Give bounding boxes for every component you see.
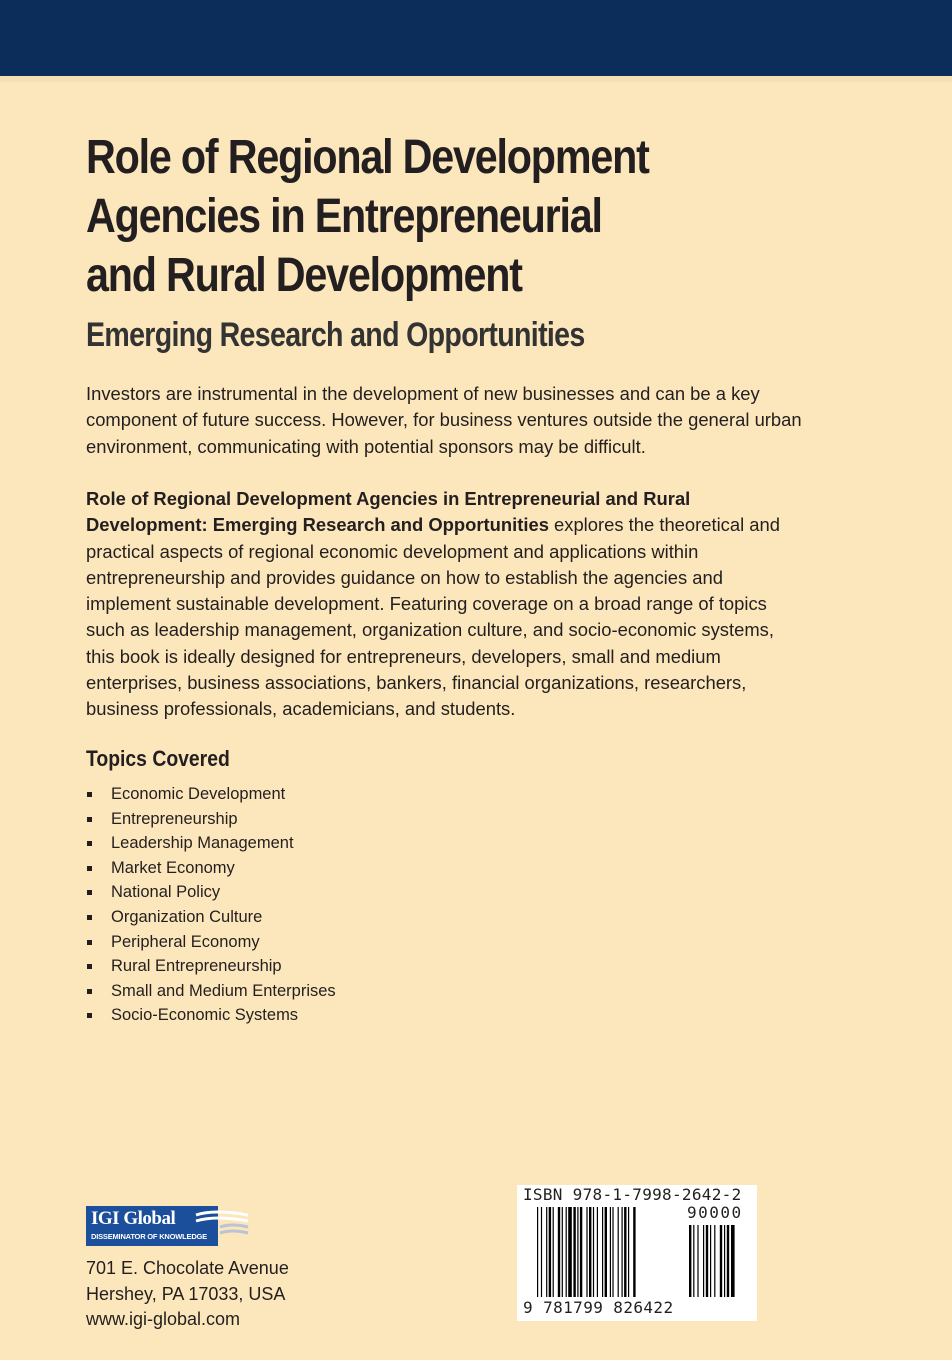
address-line: 701 E. Chocolate Avenue bbox=[86, 1258, 289, 1278]
igi-global-logo bbox=[86, 1206, 250, 1246]
barcode-bar bbox=[597, 1207, 598, 1297]
bullet-icon bbox=[87, 964, 92, 969]
bullet-icon bbox=[87, 1013, 92, 1018]
barcode-bar bbox=[612, 1207, 613, 1297]
logo-stripes-icon bbox=[194, 1210, 250, 1240]
topic-label: National Policy bbox=[111, 883, 221, 902]
topic-label: Small and Medium Enterprises bbox=[111, 981, 336, 1000]
barcode-bar bbox=[537, 1207, 538, 1297]
addon-bar bbox=[710, 1225, 711, 1297]
addon-bar bbox=[720, 1225, 722, 1297]
topic-item bbox=[86, 856, 336, 881]
topic-item bbox=[86, 880, 336, 905]
topic-label: Socio-Economic Systems bbox=[111, 1006, 299, 1025]
barcode-bar bbox=[618, 1207, 619, 1297]
addon-bar bbox=[714, 1225, 715, 1297]
topic-item bbox=[86, 979, 336, 1004]
topic-label: Entrepreneurship bbox=[111, 809, 238, 828]
barcode-bar bbox=[622, 1207, 623, 1297]
barcode-bar bbox=[580, 1207, 582, 1297]
logo-name: IGI Global bbox=[91, 1208, 176, 1229]
publisher-address bbox=[86, 1256, 289, 1333]
book-title bbox=[86, 128, 705, 305]
topic-item bbox=[86, 954, 336, 979]
barcode-bar bbox=[605, 1207, 607, 1297]
barcode-bar bbox=[633, 1207, 635, 1297]
address-line: Hershey, PA 17033, USA bbox=[86, 1283, 286, 1304]
addon-bar bbox=[731, 1225, 735, 1297]
topic-item bbox=[86, 807, 336, 832]
barcode-bar bbox=[593, 1207, 594, 1297]
bullet-icon bbox=[87, 817, 92, 822]
top-color-band bbox=[0, 0, 952, 76]
description-body: explores the theoretical and practical aspects of regional economic development and applications within entrepreneurship and provides guidance on how to establish the agencies and implement sustainable development. Featuring coverage on a broad range of topics such as leadership management, organization culture, and socio-economic systems, this book is ideally designed for entrepreneurs, developers, small and medium enterprises, business associations, bankers, financial organizations, researchers, business professionals, academicians, and students. bbox=[86, 514, 780, 720]
description-title-bold: Role of Regional Development Agencies in Entrepreneurial and Rural Development: Emerging Research and Opportunities bbox=[86, 488, 691, 536]
addon-bar bbox=[697, 1225, 698, 1297]
barcode-bar bbox=[568, 1207, 572, 1297]
top-band-divider bbox=[0, 76, 952, 82]
addon-bar bbox=[706, 1225, 708, 1297]
barcode-bar bbox=[558, 1207, 560, 1297]
topics-heading: Topics Covered bbox=[86, 746, 230, 771]
addon-bar bbox=[693, 1225, 694, 1297]
barcode-bar bbox=[573, 1207, 575, 1297]
bullet-icon bbox=[87, 792, 92, 797]
barcode-bar bbox=[577, 1207, 578, 1297]
isbn-barcode bbox=[517, 1185, 757, 1321]
barcode-bar bbox=[624, 1207, 626, 1297]
barcode-bar bbox=[566, 1207, 567, 1297]
addon-bar bbox=[724, 1225, 725, 1297]
bullet-icon bbox=[87, 940, 92, 945]
topic-label: Leadership Management bbox=[111, 834, 294, 853]
bullet-icon bbox=[87, 841, 92, 846]
book-subtitle: Emerging Research and Opportunities bbox=[86, 316, 585, 354]
barcode-bar bbox=[628, 1207, 629, 1297]
bullet-icon bbox=[87, 890, 92, 895]
topic-item bbox=[86, 905, 336, 930]
topics-list bbox=[86, 782, 336, 1028]
topic-label: Economic Development bbox=[111, 785, 286, 803]
topic-item bbox=[86, 1003, 336, 1028]
topic-item bbox=[86, 782, 336, 807]
book-title-line: Agencies in Entrepreneurial bbox=[86, 190, 602, 243]
addon-bar bbox=[727, 1225, 729, 1297]
bullet-icon bbox=[87, 915, 92, 920]
book-title-line: Role of Regional Development bbox=[86, 131, 649, 184]
topic-item bbox=[86, 930, 336, 955]
topic-label: Rural Entrepreneurship bbox=[111, 957, 282, 976]
barcode-bar bbox=[589, 1207, 591, 1297]
bullet-icon bbox=[87, 866, 92, 871]
topic-label: Market Economy bbox=[111, 858, 235, 877]
addon-bar bbox=[689, 1225, 691, 1297]
addon-bar bbox=[703, 1225, 704, 1297]
bullet-icon bbox=[87, 989, 92, 994]
description-paragraph-1: Investors are instrumental in the development of new businesses and can be a key component of future success. However, for business ventures outside the general urban environment, communicating with potential sponsors may be difficult. bbox=[86, 383, 802, 457]
barcode-bar bbox=[541, 1207, 542, 1297]
barcode-bar bbox=[553, 1207, 554, 1297]
price-code: 90000 bbox=[687, 1203, 743, 1222]
publisher-website: www.igi-global.com bbox=[86, 1309, 241, 1330]
barcode-bar bbox=[610, 1207, 611, 1297]
barcode-bar bbox=[562, 1207, 563, 1297]
logo-tagline: DISSEMINATOR OF KNOWLEDGE bbox=[91, 1232, 207, 1241]
isbn-text: ISBN 978-1-7998-2642-2 bbox=[523, 1185, 742, 1204]
description-paragraph-2 bbox=[86, 486, 806, 723]
topic-label: Peripheral Economy bbox=[111, 932, 260, 951]
barcode-bar bbox=[549, 1207, 551, 1297]
barcode-digits: 9 781799 826422 bbox=[523, 1298, 674, 1317]
barcode-bar bbox=[602, 1207, 603, 1297]
book-title-line: and Rural Development bbox=[86, 249, 522, 302]
topic-item bbox=[86, 831, 336, 856]
topic-label: Organization Culture bbox=[111, 907, 263, 926]
barcode-bar bbox=[546, 1207, 547, 1297]
barcode-bar bbox=[586, 1207, 587, 1297]
